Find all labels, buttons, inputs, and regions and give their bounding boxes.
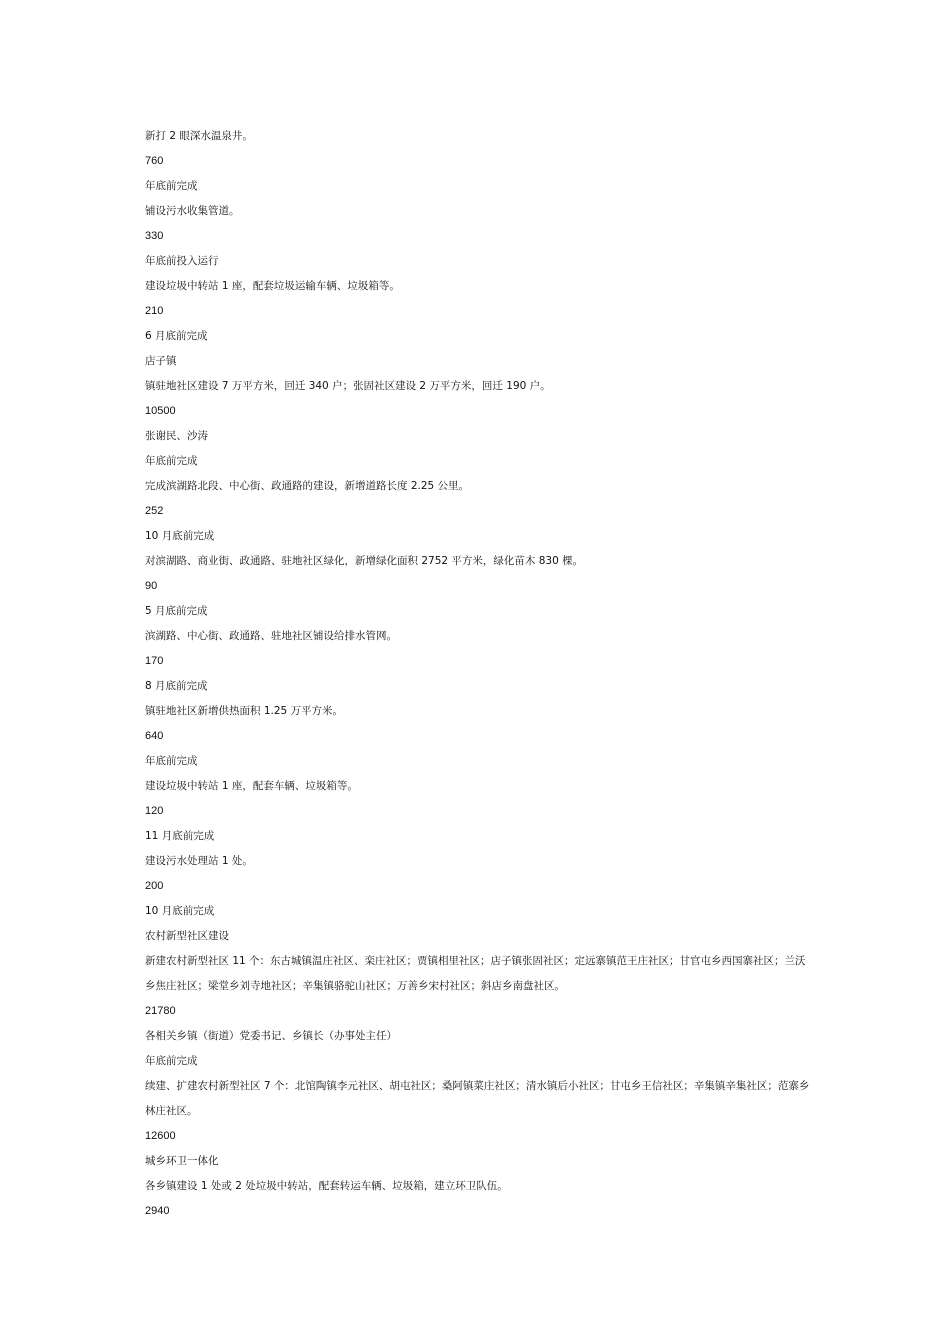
value-line: 330: [145, 230, 164, 242]
text-line: 10 月底前完成: [145, 530, 215, 542]
text-line: 各乡镇建设 1 处或 2 处垃圾中转站，配套转运车辆、垃圾箱，建立环卫队伍。: [145, 1180, 508, 1192]
text-line: 城乡环卫一体化: [145, 1155, 219, 1167]
text-line: 8 月底前完成: [145, 680, 208, 692]
text-line: 对滨湖路、商业街、政通路、驻地社区绿化，新增绿化面积 2752 平方米，绿化苗木 830 棵。: [145, 555, 584, 567]
text-line: 11 月底前完成: [145, 830, 215, 842]
text-line: 续建、扩建农村新型社区 7 个：北馆陶镇李元社区、胡屯社区；桑阿镇菜庄社区；清水镇后小社区；甘屯乡王信社区；辛集镇辛集社区；范寨乡林庄社区。: [145, 1080, 810, 1117]
text-line: 建设污水处理站 1 处。: [145, 855, 253, 867]
text-line: 完成滨湖路北段、中心街、政通路的建设，新增道路长度 2.25 公里。: [145, 480, 470, 492]
text-line: 建设垃圾中转站 1 座，配套垃圾运输车辆、垃圾箱等。: [145, 280, 400, 292]
text-line: 镇驻地社区建设 7 万平方米，回迁 340 户；张固社区建设 2 万平方米，回迁 190 户。: [145, 380, 551, 392]
value-line: 170: [145, 655, 164, 667]
text-line: 10 月底前完成: [145, 905, 215, 917]
value-line: 210: [145, 305, 164, 317]
text-line: 年底前完成: [145, 180, 198, 192]
value-line: 10500: [145, 405, 176, 417]
text-line: 年底前完成: [145, 455, 198, 467]
text-line: 年底前投入运行: [145, 255, 219, 267]
value-line: 640: [145, 730, 164, 742]
value-line: 200: [145, 880, 164, 892]
text-line: 6 月底前完成: [145, 330, 208, 342]
text-line: 新建农村新型社区 11 个：东古城镇温庄社区、栾庄社区；贾镇相里社区；店子镇张固社区；定远寨镇范王庄社区；甘官屯乡西国寨社区；兰沃乡焦庄社区；梁堂乡刘寺地社区；辛集镇骆驼山社区；万善乡宋村社区；斜店乡南盘社区。: [145, 955, 806, 992]
document-page: [145, 124, 815, 1224]
text-line: 铺设污水收集管道。: [145, 205, 240, 217]
text-line: 农村新型社区建设: [145, 930, 229, 942]
value-line: 12600: [145, 1130, 176, 1142]
value-line: 21780: [145, 1005, 176, 1017]
value-line: 760: [145, 155, 164, 167]
text-line: 滨湖路、中心街、政通路、驻地社区铺设给排水管网。: [145, 630, 397, 642]
text-line: 镇驻地社区新增供热面积 1.25 万平方米。: [145, 705, 344, 717]
text-line: 新打 2 眼深水温泉井。: [145, 130, 253, 142]
value-line: 2940: [145, 1205, 170, 1217]
value-line: 252: [145, 505, 164, 517]
text-line: 建设垃圾中转站 1 座，配套车辆、垃圾箱等。: [145, 780, 358, 792]
text-line: 年底前完成: [145, 1055, 198, 1067]
text-line: 5 月底前完成: [145, 605, 208, 617]
value-line: 90: [145, 580, 158, 592]
text-line: 店子镇: [145, 355, 177, 367]
text-line: 各相关乡镇（街道）党委书记、乡镇长（办事处主任）: [145, 1030, 397, 1042]
text-line: 张谢民、沙涛: [145, 430, 208, 442]
value-line: 120: [145, 805, 164, 817]
text-line: 年底前完成: [145, 755, 198, 767]
